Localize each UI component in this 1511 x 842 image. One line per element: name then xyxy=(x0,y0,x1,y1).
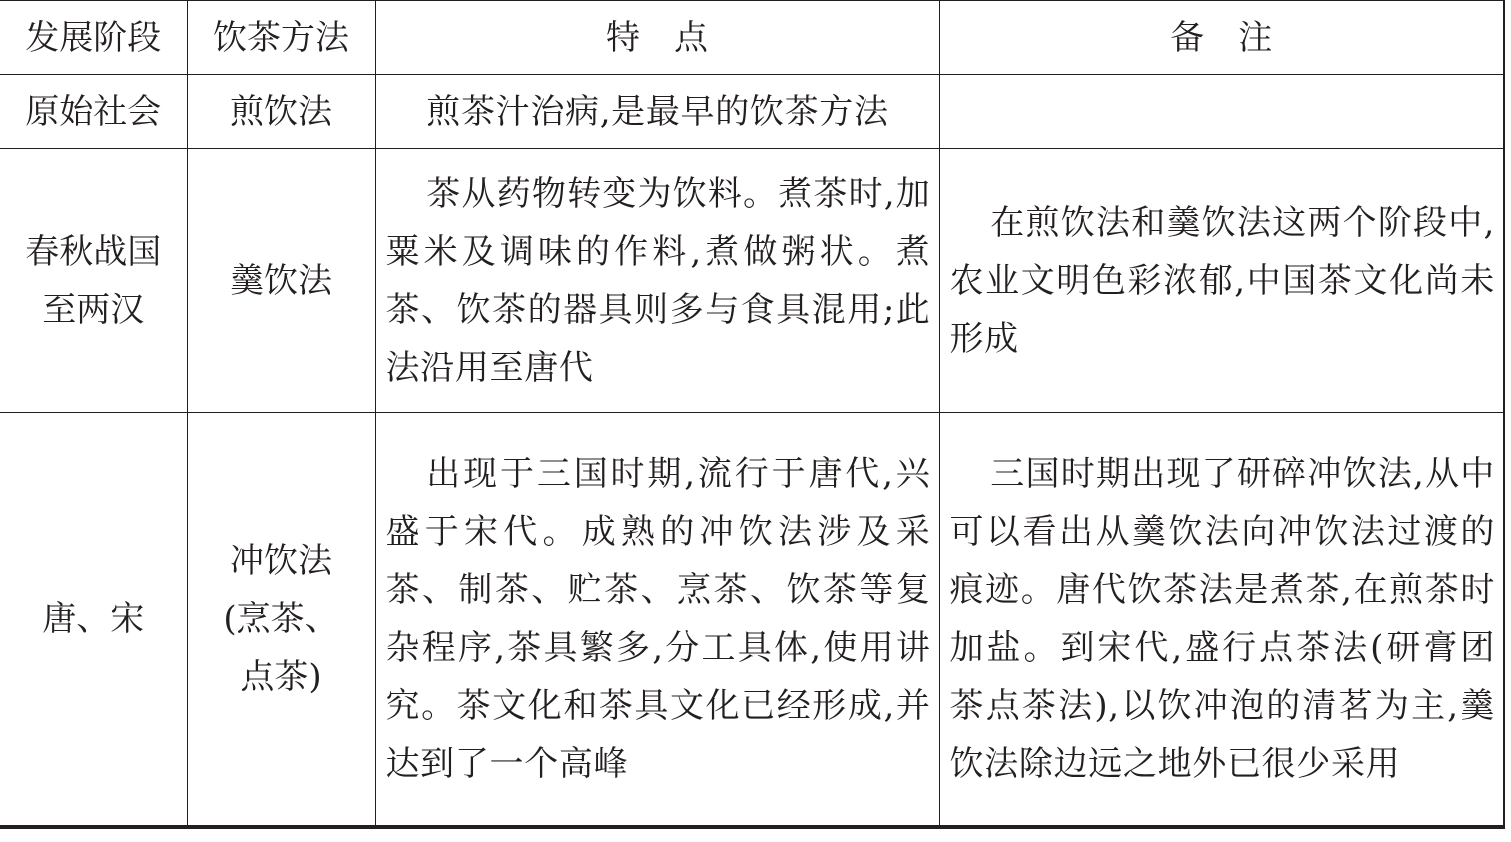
features-cell: 出现于三国时期,流行于唐代,兴盛于宋代。成熟的冲饮法涉及采茶、制茶、贮茶、烹茶、饮茶等复杂程序,茶具繁多,分工具体,使用讲究。茶文化和茶具文化已经形成,并达到了一个高峰 xyxy=(375,413,939,827)
notes-cell xyxy=(939,75,1504,149)
header-method: 饮茶方法 xyxy=(187,1,375,75)
table-row xyxy=(0,75,1504,149)
method-line: 点茶) xyxy=(240,656,322,697)
method-line: (烹茶、 xyxy=(223,598,339,639)
method-cell xyxy=(187,413,375,827)
header-stage: 发展阶段 xyxy=(0,1,187,75)
table-row xyxy=(0,149,1504,413)
stage-cell xyxy=(0,75,187,149)
table-header-row xyxy=(0,1,1504,75)
table-row xyxy=(0,413,1504,827)
features-cell: 煎茶汁治病,是最早的饮茶方法 xyxy=(375,75,939,149)
method-cell xyxy=(187,149,375,413)
stage-cell xyxy=(0,413,187,827)
method-line: 羹饮法 xyxy=(230,260,332,301)
stage-cell xyxy=(0,149,187,413)
stage-line: 唐、宋 xyxy=(42,598,145,639)
features-cell: 茶从药物转变为饮料。煮茶时,加粟米及调味的作料,煮做粥状。煮茶、饮茶的器具则多与食具混用;此法沿用至唐代 xyxy=(375,149,939,413)
method-line: 煎饮法 xyxy=(230,91,332,132)
header-notes: 备 注 xyxy=(939,1,1504,75)
method-cell xyxy=(187,75,375,149)
notes-cell: 在煎饮法和羹饮法这两个阶段中,农业文明色彩浓郁,中国茶文化尚未形成 xyxy=(939,149,1504,413)
header-features: 特 点 xyxy=(375,1,939,75)
stage-line: 原始社会 xyxy=(25,91,162,132)
stage-line: 春秋战国 xyxy=(25,231,162,272)
method-line: 冲饮法 xyxy=(230,540,332,581)
notes-cell: 三国时期出现了研碎冲饮法,从中可以看出从羹饮法向冲饮法过渡的痕迹。唐代饮茶法是煮茶,在煎茶时加盐。到宋代,盛行点茶法(研膏团茶点茶法),以饮冲泡的清茗为主,羹饮法除边远之地外已很少采用 xyxy=(939,413,1504,827)
stage-line: 至两汉 xyxy=(42,289,145,330)
